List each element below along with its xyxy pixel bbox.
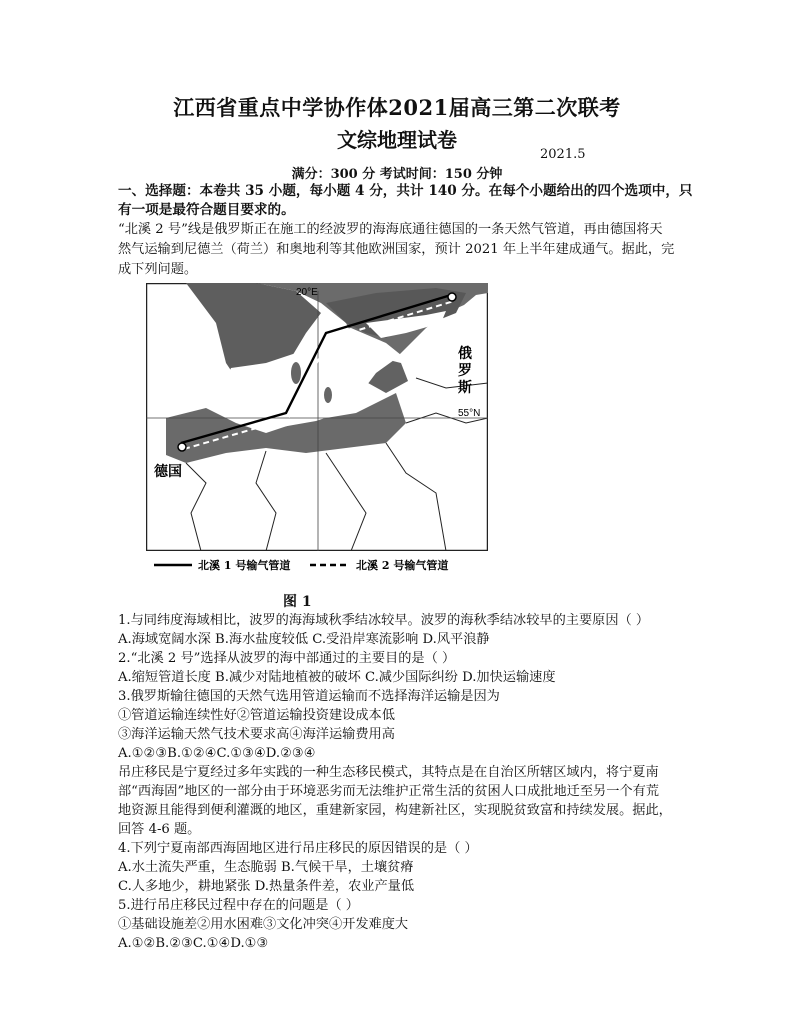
island-oland bbox=[324, 387, 332, 403]
question-line: A.水土流失严重，生态脆弱 B.气候干旱，土壤贫瘠 bbox=[118, 860, 414, 875]
baltic-pipeline-map bbox=[146, 283, 488, 551]
question-line: 回答 4-6 题。 bbox=[118, 822, 201, 837]
label-55n: 55°N bbox=[458, 408, 481, 419]
label-20e: 20°E bbox=[296, 287, 318, 298]
question-line: 部“西海固”地区的一部分由于环境恶劣而无法维护正常生活的贫困人口成批地迁至另一个有荒 bbox=[118, 784, 659, 799]
question-line: A.①②③B.①②④C.①③④D.②③④ bbox=[118, 746, 316, 761]
question-line: ①基础设施差②用水困难③文化冲突④开发难度大 bbox=[118, 917, 409, 932]
question-line: ③海洋运输天然气技术要求高④海洋运输费用高 bbox=[118, 727, 395, 742]
question-line: A.①②B.②③C.①④D.①③ bbox=[118, 936, 269, 951]
island-gotland bbox=[291, 362, 301, 384]
legend-nord-stream-2: 北溪 2 号输气管道 bbox=[356, 559, 449, 572]
label-germany: 德国 bbox=[154, 464, 182, 480]
question-line: 地资源且能得到便利灌溉的地区，重建新家园，构建新社区，实现脱贫致富和持续发展。据此， bbox=[118, 803, 672, 818]
exam-subtitle: 文综地理试卷 bbox=[337, 128, 457, 152]
figure-label: 图 1 bbox=[283, 594, 312, 610]
score-time-line: 满分：300 分 考试时间：150 分钟 bbox=[291, 167, 503, 182]
question-line: 5.进行吊庄移民过程中存在的问题是（ ） bbox=[118, 898, 359, 913]
question-line: 吊庄移民是宁夏经过多年实践的一种生态移民模式，其特点是在自治区所辖区域内，将宁夏南 bbox=[118, 765, 659, 780]
intro-line-2: 然气运输到尼德兰（荷兰）和奥地利等其他欧洲国家，预计 2021 年上半年建成通气。据此，完 bbox=[118, 242, 675, 257]
map-legend bbox=[150, 556, 470, 574]
section-heading-line-2: 有一项是最符合题目要求的。 bbox=[118, 202, 295, 218]
question-line: 1.与同纬度海域相比，波罗的海海域秋季结冰较早。波罗的海秋季结冰较早的主要原因（ ） bbox=[118, 613, 650, 628]
intro-line-1: “北溪 2 号”线是俄罗斯正在施工的经波罗的海海底通往德国的一条天然气管道，再由德国将天 bbox=[118, 222, 663, 237]
section-heading-line-1: 一、选择题：本卷共 35 小题，每小题 4 分，共计 140 分。在每个小题给出的四个选项中，只 bbox=[118, 183, 693, 199]
label-russia-3: 斯 bbox=[458, 380, 472, 396]
label-russia-2: 罗 bbox=[458, 363, 472, 379]
question-line: 2.“北溪 2 号”选择从波罗的海中部通过的主要目的是（ ） bbox=[118, 651, 456, 666]
exam-date: 2021.5 bbox=[540, 147, 586, 162]
question-line: ①管道运输连续性好②管道运输投资建设成本低 bbox=[118, 708, 395, 723]
question-line: 3.俄罗斯输往德国的天然气选用管道运输而不选择海洋运输是因为 bbox=[118, 689, 500, 704]
pipeline-end-germany bbox=[178, 443, 186, 451]
question-line: 4.下列宁夏南部西海固地区进行吊庄移民的原因错误的是（ ） bbox=[118, 841, 478, 856]
question-line: A.缩短管道长度 B.减少对陆地植被的破坏 C.减少国际纠纷 D.加快运输速度 bbox=[118, 670, 556, 685]
legend-nord-stream-1: 北溪 1 号输气管道 bbox=[198, 559, 291, 572]
exam-title: 江西省重点中学协作体2021届高三第二次联考 bbox=[173, 95, 621, 120]
question-line: A.海域宽阔水深 B.海水盐度较低 C.受沿岸寒流影响 D.风平浪静 bbox=[118, 632, 490, 647]
question-line: C.人多地少，耕地紧张 D.热量条件差，农业产量低 bbox=[118, 879, 415, 894]
intro-line-3: 成下列问题。 bbox=[118, 262, 198, 277]
pipeline-start-russia bbox=[448, 293, 456, 301]
label-russia-1: 俄 bbox=[458, 346, 472, 362]
